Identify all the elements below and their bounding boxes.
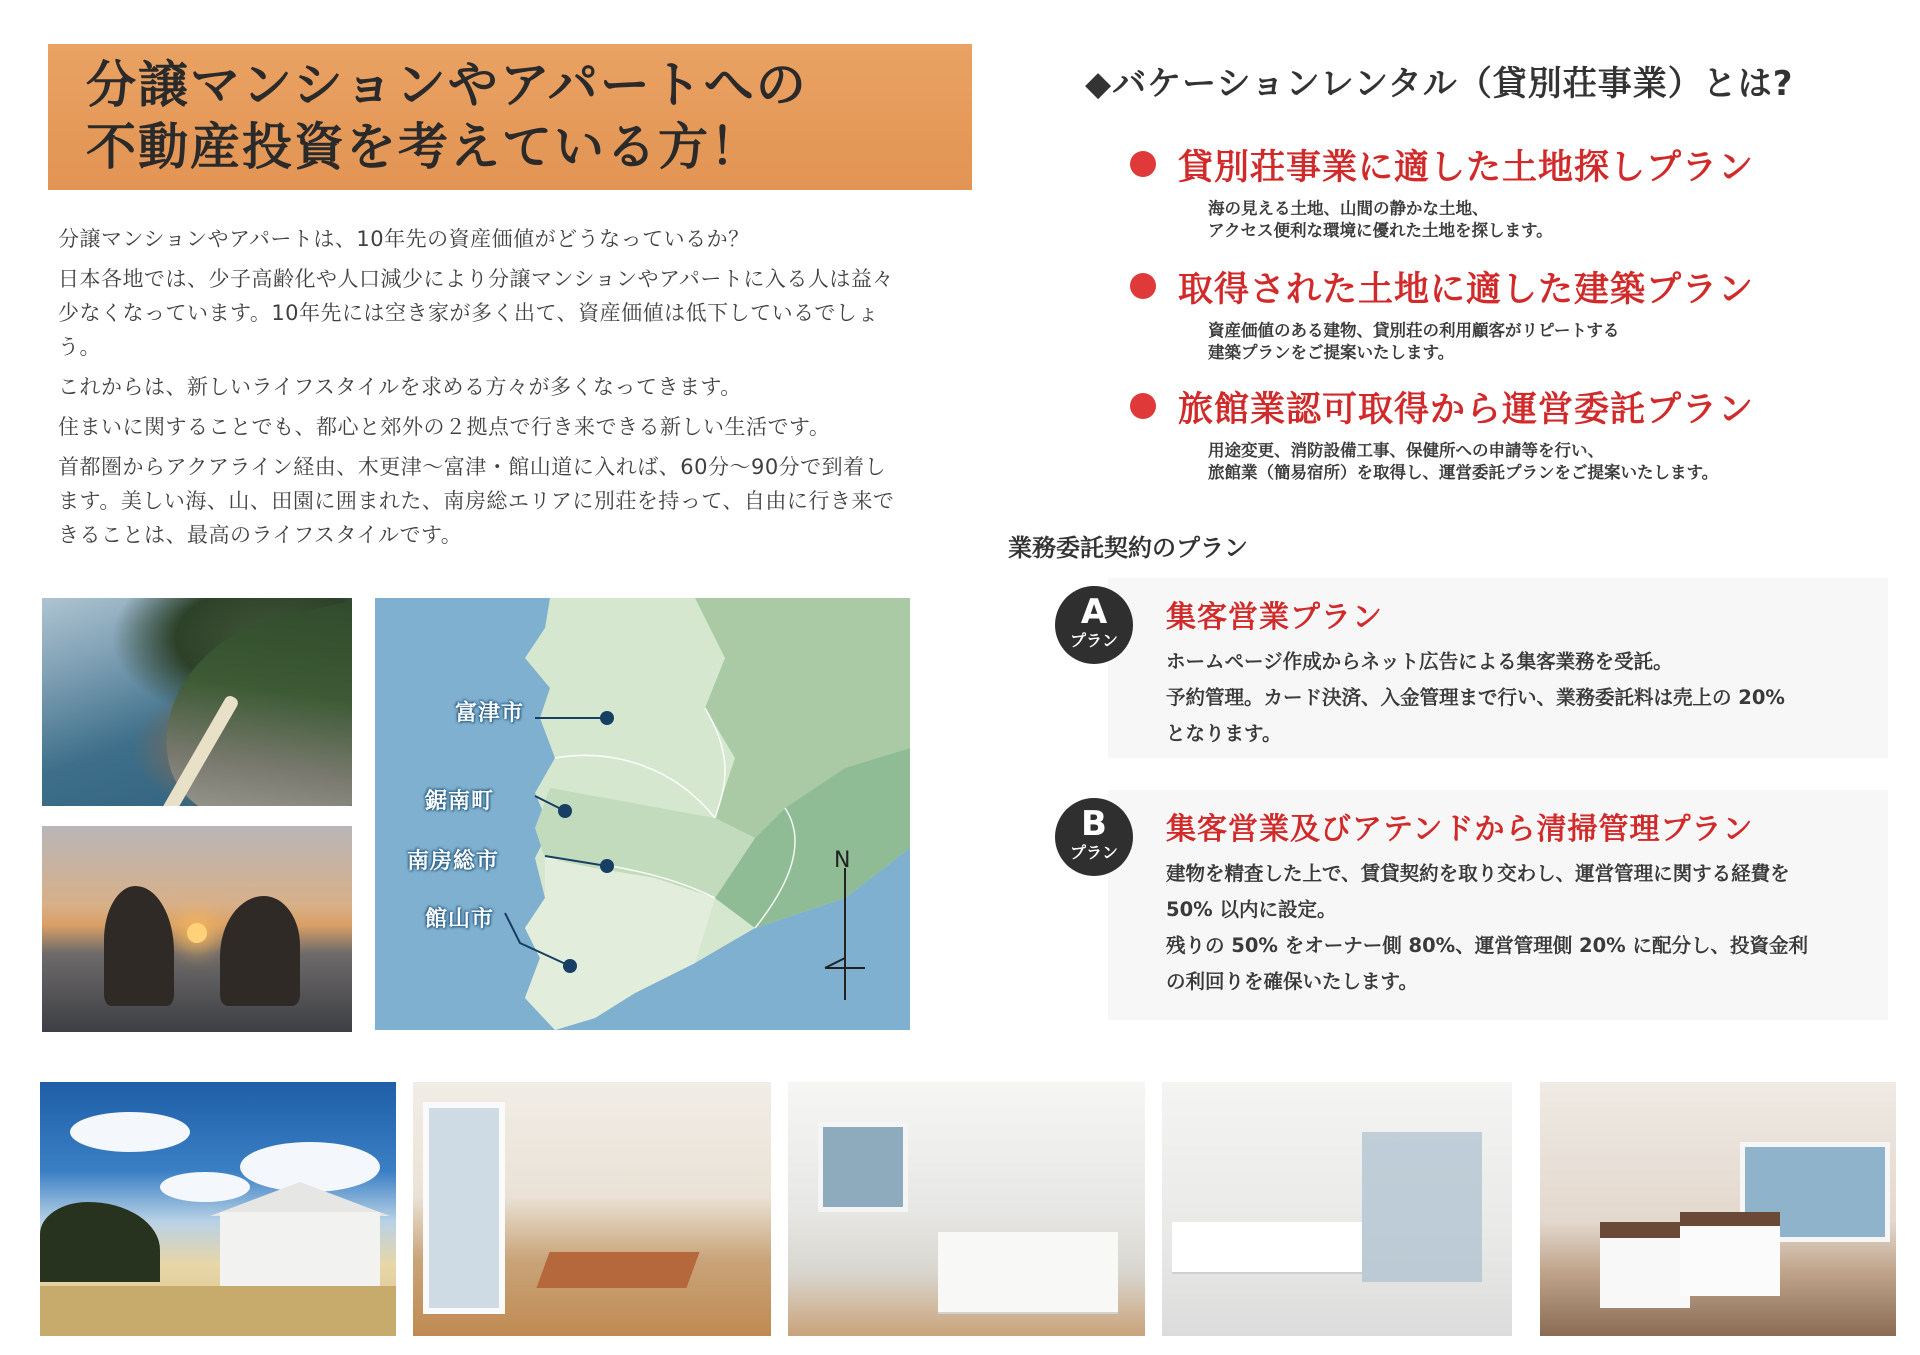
intro-paragraph: 住まいに関することでも、都心と郊外の２拠点で行き来できる新しい生活です。 <box>58 415 831 439</box>
red-bullet-icon <box>1130 273 1156 299</box>
plan-b-line: 建物を精査した上で、賃貸契約を取り交わし、運営管理に関する経費を <box>1166 862 1790 885</box>
plan-a-line: 予約管理。カード決済、入金管理まで行い、業務委託料は売上の 20% <box>1166 686 1785 709</box>
red-bullet-icon <box>1130 151 1156 177</box>
plan-a-line: ホームページ作成からネット広告による集客業務を受託。 <box>1166 650 1673 673</box>
plan-title <box>1130 262 1754 312</box>
plan-b-line: の利回りを確保いたします。 <box>1166 970 1418 993</box>
red-bullet-icon <box>1130 393 1156 419</box>
dining-room-photo <box>413 1082 771 1336</box>
contract-plans-heading: 業務委託契約のプラン <box>1008 534 1248 562</box>
intro-paragraph: これからは、新しいライフスタイルを求める方々が多くなってきます。 <box>58 375 742 399</box>
plan-desc-line: アクセス便利な環境に優れた土地を探します。 <box>1208 221 1553 240</box>
plan-b-badge-label: プラン <box>1069 843 1118 862</box>
coastline-aerial-photo <box>42 598 352 806</box>
plan-description <box>1208 440 1754 484</box>
map-label-kyonan: 鋸南町 <box>425 789 495 814</box>
plan-description <box>1208 198 1754 242</box>
plan-b-badge <box>1055 798 1133 876</box>
sunset-rocks-photo <box>42 826 352 1032</box>
plan-title-text: 旅館業認可取得から運営委託プラン <box>1178 390 1755 430</box>
intro-paragraph: 分譲マンションやアパートは、10年先の資産価値がどうなっているか？ <box>58 227 750 251</box>
plan-desc-line: 建築プランをご提案いたします。 <box>1208 343 1455 362</box>
headline-line-2: 不動産投資を考えている方！ <box>86 118 762 176</box>
plan-title <box>1130 140 1754 190</box>
headline-line-1: 分譲マンションやアパートへの <box>86 56 808 114</box>
plan-item-operation <box>1130 382 1754 484</box>
plan-a-letter: A <box>1080 592 1108 632</box>
plan-title <box>1130 382 1754 432</box>
plan-b-title: 集客営業及びアテンドから清掃管理プラン <box>1166 812 1754 847</box>
boso-peninsula-map <box>375 598 910 1030</box>
map-label-minamiboso: 南房総市 <box>407 849 500 874</box>
north-indicator: N <box>834 848 851 873</box>
map-label-futtsu: 富津市 <box>455 701 525 726</box>
bathroom-photo <box>1162 1082 1512 1336</box>
plan-a-description <box>1166 644 1785 752</box>
plan-desc-line: 旅館業（簡易宿所）を取得し、運営委託プランをご提案いたします。 <box>1208 463 1719 482</box>
plan-a-line: となります。 <box>1166 722 1282 745</box>
intro-paragraph: 首都圏からアクアライン経由、木更津～富津・館山道に入れば、60分～90分で到着します。美しい海、山、田園に囲まれた、南房総エリアに別荘を持って、自由に行き来できることは、最高のライフスタイルです。 <box>58 455 895 547</box>
villa-exterior-photo <box>40 1082 396 1336</box>
map-label-tateyama: 館山市 <box>425 907 495 932</box>
kitchen-photo <box>788 1082 1145 1336</box>
plan-title-text: 貸別荘事業に適した土地探しプラン <box>1178 148 1755 188</box>
plan-a-badge <box>1055 586 1133 664</box>
plan-a-badge-label: プラン <box>1069 631 1118 650</box>
plan-b-letter: B <box>1081 804 1107 844</box>
plan-desc-line: 用途変更、消防設備工事、保健所への申請等を行い、 <box>1208 441 1604 460</box>
plan-desc-line: 海の見える土地、山間の静かな土地、 <box>1208 199 1489 218</box>
plan-item-building <box>1130 262 1754 364</box>
plan-description <box>1208 320 1754 364</box>
bedroom-photo <box>1540 1082 1896 1336</box>
plan-item-land <box>1130 140 1754 242</box>
plan-title-text: 取得された土地に適した建築プラン <box>1178 270 1755 310</box>
plan-desc-line: 資産価値のある建物、貸別荘の利用顧客がリピートする <box>1208 321 1620 340</box>
intro-text <box>58 222 900 558</box>
plan-b-line: 残りの 50% をオーナー側 80%、運営管理側 20% に配分し、投資金利 <box>1166 934 1808 957</box>
plan-b-description <box>1166 856 1808 1000</box>
plan-a-title: 集客営業プラン <box>1166 600 1383 635</box>
plan-b-line: 50% 以内に設定。 <box>1166 898 1337 921</box>
vacation-rental-title: ◆バケーションレンタル（貸別荘事業）とは? <box>1085 64 1794 104</box>
headline-banner <box>48 44 972 190</box>
intro-paragraph: 日本各地では、少子高齢化や人口減少により分譲マンションやアパートに入る人は益々少なくなっています。10年先には空き家が多く出て、資産価値は低下しているでしょう。 <box>58 267 894 359</box>
